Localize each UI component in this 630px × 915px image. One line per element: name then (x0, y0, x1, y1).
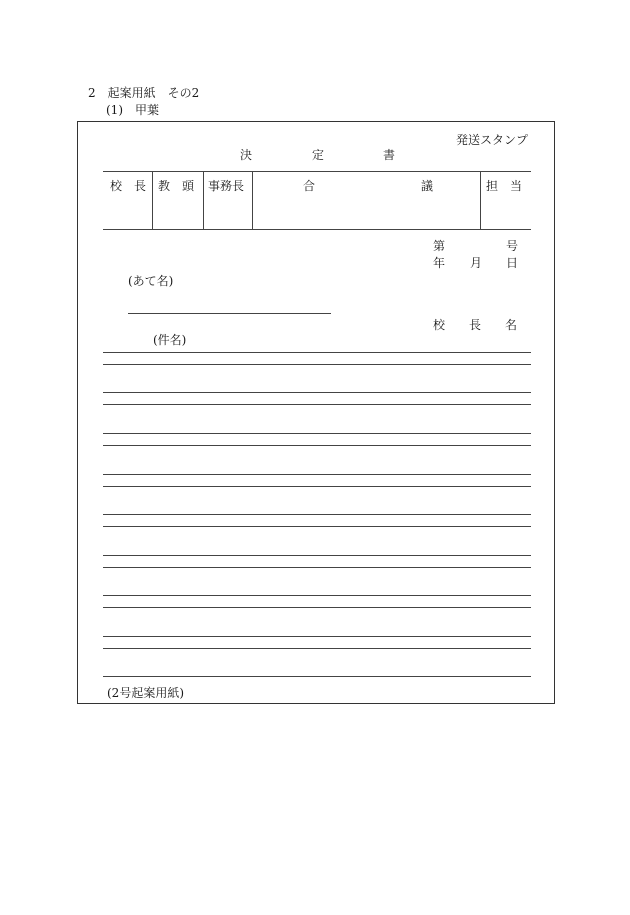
consultation-header-left: 合 (303, 179, 316, 193)
principal-name-label: 校 長 名 (433, 318, 518, 332)
approval-divider (203, 171, 204, 229)
ruled-line (103, 364, 531, 365)
ruled-line (103, 595, 531, 596)
office-manager-header: 事務長 (208, 179, 245, 193)
date-year-label: 年 (433, 256, 446, 270)
ruled-line (103, 526, 531, 527)
ruled-line (103, 636, 531, 637)
ruled-line (103, 486, 531, 487)
subject-label: (件名) (153, 333, 187, 347)
ruled-line (103, 404, 531, 405)
ruled-line (103, 607, 531, 608)
approval-divider (152, 171, 153, 229)
approval-divider (480, 171, 481, 229)
title-char-2: 定 (312, 148, 325, 162)
decision-form (77, 121, 555, 704)
principal-header: 校 長 (110, 179, 147, 193)
ruled-line (103, 392, 531, 393)
addressee-line (128, 313, 331, 314)
number-label-last: 号 (506, 239, 519, 253)
ruled-line (103, 555, 531, 556)
ruled-line (103, 648, 531, 649)
approval-table-bottom-rule (103, 229, 531, 230)
ruled-line (103, 567, 531, 568)
person-in-charge-header: 担 当 (486, 179, 523, 193)
consultation-header-right: 議 (421, 179, 434, 193)
title-char-1: 決 (240, 148, 253, 162)
stamp-label: 発送スタンプ (456, 133, 529, 147)
approval-divider (252, 171, 253, 229)
vice-principal-header: 教 頭 (158, 179, 195, 193)
title-char-3: 書 (383, 148, 396, 162)
ruled-line (103, 474, 531, 475)
ruled-line (103, 676, 531, 677)
date-month-label: 月 (470, 256, 483, 270)
subsection-heading: (1) 甲葉 (106, 103, 159, 117)
number-label-first: 第 (433, 239, 446, 253)
section-heading: 2 起案用紙 その2 (88, 86, 200, 100)
form-footer-label: (2号起案用紙) (107, 686, 184, 700)
ruled-line (103, 352, 531, 353)
addressee-label: (あて名) (128, 274, 174, 288)
ruled-line (103, 445, 531, 446)
date-day-label: 日 (506, 256, 519, 270)
ruled-line (103, 433, 531, 434)
approval-table-top-rule (103, 171, 531, 172)
ruled-line (103, 514, 531, 515)
